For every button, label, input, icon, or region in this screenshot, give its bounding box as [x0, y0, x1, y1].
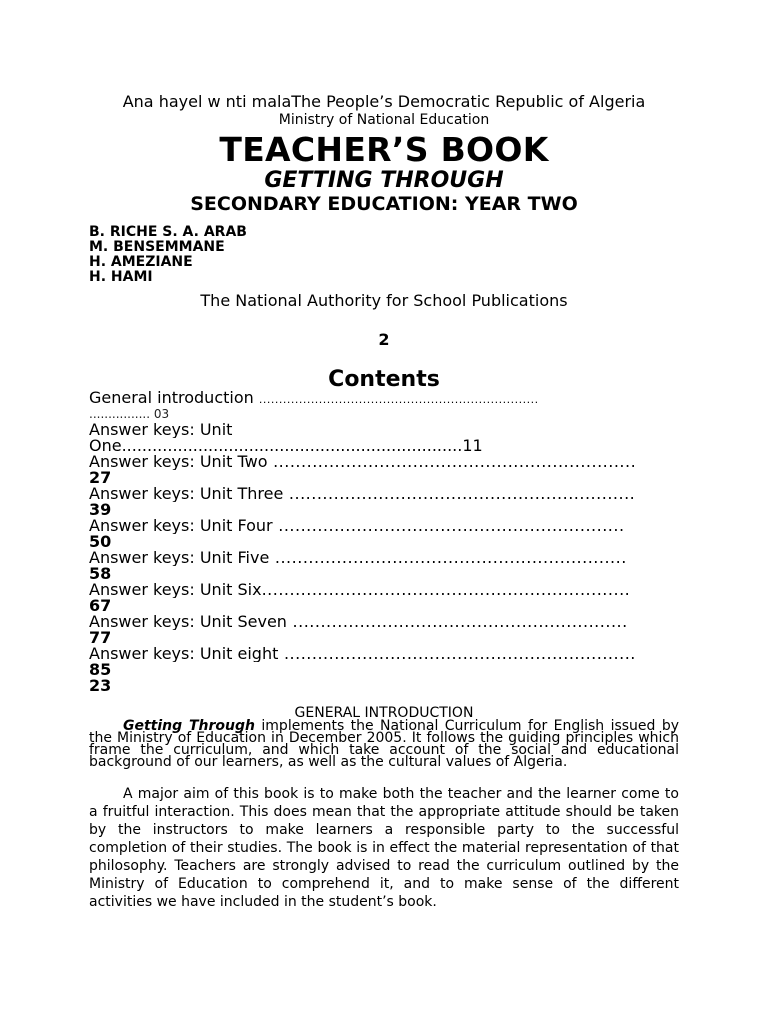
toc-entry-label: Answer keys: Unit Five [89, 550, 270, 566]
intro-paragraph-2 [89, 785, 679, 911]
toc-page-number: 77 [89, 628, 112, 647]
page-number: 2 [378, 330, 390, 349]
toc-entry-label: Answer keys: Unit Three [89, 486, 284, 502]
toc-entry [89, 646, 679, 678]
toc-entry-label: General introduction [89, 390, 254, 407]
toc-entry-label: Answer keys: Unit Two [89, 454, 268, 470]
contents-heading: Contents [328, 367, 440, 392]
table-of-contents [89, 390, 679, 694]
toc-entry [89, 518, 679, 550]
paragraph-text: implements the National Curriculum for English issued by the Ministry of Education in December 2005. It follows the guiding principles which frame the curriculum, and which take account of the social and educational background of our learners, as well as the cultural values of Algeria. [89, 718, 680, 770]
toc-entry-label: Answer keys: Unit [89, 422, 233, 438]
toc-entry [89, 582, 679, 614]
toc-entry [89, 390, 679, 422]
toc-continuation: One...................................................................11 [89, 438, 483, 454]
toc-leader: ............................................................... [278, 646, 636, 662]
toc-leader: ................................................................. [267, 454, 637, 470]
toc-entry [89, 422, 679, 454]
toc-page-number: 85 [89, 660, 112, 679]
book-name-emphasis: Getting Through [123, 718, 255, 734]
toc-entry-label: Answer keys: Unit Six [89, 582, 262, 598]
toc-leader: .............................................................. [272, 518, 625, 534]
toc-entry [89, 614, 679, 646]
toc-continuation: ................ 03 [89, 407, 170, 421]
toc-page-number: 27 [89, 468, 112, 487]
author: H. AMEZIANE [89, 254, 193, 270]
general-introduction-heading: GENERAL INTRODUCTION [294, 705, 474, 721]
toc-page-number: 50 [89, 532, 112, 551]
author: M. BENSEMMANE [89, 239, 225, 255]
document-page [89, 0, 679, 1024]
toc-trailing-number: 23 [89, 676, 112, 695]
toc-entry-label: Answer keys: Unit Seven [89, 614, 287, 630]
intro-paragraph-1 [89, 720, 679, 768]
book-subtitle: GETTING THROUGH [264, 168, 504, 193]
author: H. HAMI [89, 269, 153, 285]
ministry-header: Ministry of National Education [278, 112, 490, 128]
toc-entry-label: Answer keys: Unit eight [89, 646, 279, 662]
toc-page-number: 67 [89, 596, 112, 615]
toc-leader: ...................................................................... [258, 393, 539, 406]
toc-page-number: 39 [89, 500, 112, 519]
education-level: SECONDARY EDUCATION: YEAR TWO [190, 193, 578, 215]
authors-list [89, 225, 247, 285]
book-title: TEACHER’S BOOK [219, 130, 549, 169]
toc-leader: .................................................................. [261, 582, 631, 598]
publisher: The National Authority for School Publications [200, 291, 568, 310]
toc-entry [89, 486, 679, 518]
toc-leader: ............................................................ [286, 614, 628, 630]
toc-entry [89, 454, 679, 486]
toc-entry [89, 550, 679, 582]
country-header: Ana hayel w nti malaThe People’s Democratic Republic of Algeria [122, 92, 646, 111]
author: B. RICHE S. A. ARAB [89, 224, 247, 240]
paragraph-text: A major aim of this book is to make both the teacher and the learner come to a fruitful interaction. This does mean that the appropriate attitude should be taken by the instructors to make learners a responsible party to the successful completion of their studies. The book is in effect the material representation of that philosophy. Teachers are strongly advised to read the curriculum outlined by the Ministry of Education to comprehend it, and to make sense of the different activities we have included in the student’s book. [89, 786, 679, 910]
toc-leader: .............................................................. [283, 486, 636, 502]
toc-leader: ............................................................... [269, 550, 627, 566]
toc-entry-label: Answer keys: Unit Four [89, 518, 273, 534]
toc-page-number: 58 [89, 564, 112, 583]
